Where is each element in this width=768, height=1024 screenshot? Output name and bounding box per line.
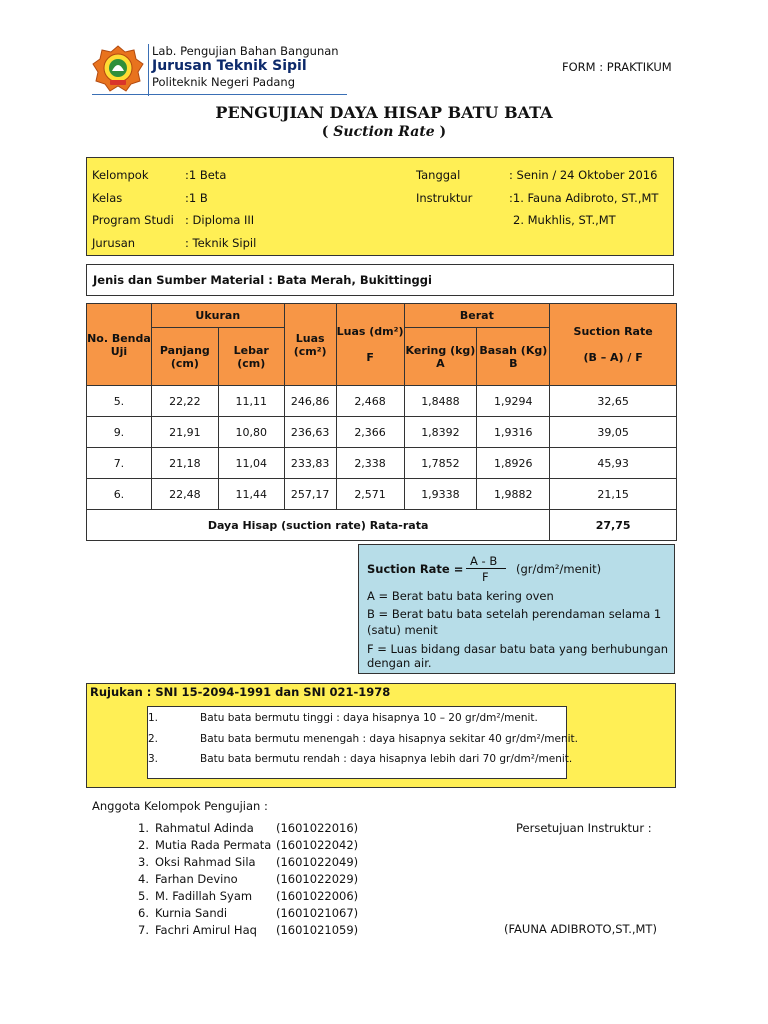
table-cell: 21,15 xyxy=(550,479,677,510)
table-cell: 22,22 xyxy=(151,386,218,417)
member-name: Farhan Devino xyxy=(155,872,238,886)
member-number: 5. xyxy=(138,889,149,903)
reference-title: Rujukan : SNI 15-2094-1991 dan SNI 021-1978 xyxy=(90,685,391,699)
approval-label: Persetujuan Instruktur : xyxy=(516,821,652,835)
jurusan-value: : Teknik Sipil xyxy=(185,236,257,250)
table-cell: 236,63 xyxy=(284,417,336,448)
average-value: 27,75 xyxy=(550,510,677,541)
table-cell: 1,9338 xyxy=(404,479,477,510)
kelas-value: :1 B xyxy=(185,191,208,205)
table-cell: 246,86 xyxy=(284,386,336,417)
info-panel xyxy=(86,157,674,256)
header-suction-rate: Suction Rate (B – A) / F xyxy=(550,304,677,386)
table-cell: 10,80 xyxy=(218,417,284,448)
prodi-label: Program Studi xyxy=(92,213,174,227)
member-number: 6. xyxy=(138,906,149,920)
form-type: FORM : PRAKTIKUM xyxy=(562,60,672,74)
header-luas-cm: Luas (cm²) xyxy=(284,304,336,386)
definition-b-line2: (satu) menit xyxy=(367,623,438,637)
table-cell: 6. xyxy=(87,479,152,510)
table-row xyxy=(87,479,677,510)
formula-panel xyxy=(358,544,675,674)
table-cell: 9. xyxy=(87,417,152,448)
table-cell: 32,65 xyxy=(550,386,677,417)
tanggal-value: : Senin / 24 Oktober 2016 xyxy=(509,168,658,182)
header-no-benda-uji: No. Benda Uji xyxy=(87,304,152,386)
table-cell: 233,83 xyxy=(284,448,336,479)
table-cell: 2,338 xyxy=(336,448,404,479)
table-cell: 11,44 xyxy=(218,479,284,510)
table-cell: 1,8488 xyxy=(404,386,477,417)
table-cell: 1,8926 xyxy=(477,448,550,479)
table-cell: 2,571 xyxy=(336,479,404,510)
member-number: 7. xyxy=(138,923,149,937)
average-label: Daya Hisap (suction rate) Rata-rata xyxy=(87,510,550,541)
header-luas-dm: Luas (dm²) F xyxy=(336,304,404,386)
suction-rate-table xyxy=(86,303,677,541)
member-nim: (1601022016) xyxy=(276,821,359,835)
formula-label: Suction Rate = xyxy=(367,562,464,576)
institution-name: Politeknik Negeri Padang xyxy=(152,75,296,89)
document-title: PENGUJIAN DAYA HISAP BATU BATA xyxy=(215,103,553,122)
table-cell: 5. xyxy=(87,386,152,417)
jurusan-label: Jurusan xyxy=(92,236,136,250)
table-cell: 7. xyxy=(87,448,152,479)
document-subtitle: ( Suction Rate ) xyxy=(321,124,447,140)
institution-logo xyxy=(92,44,144,92)
instruktur-value-1: :1. Fauna Adibroto, ST.,MT xyxy=(509,191,659,205)
member-name: Kurnia Sandi xyxy=(155,906,228,920)
table-cell: 21,91 xyxy=(151,417,218,448)
definition-f-line1: F = Luas bidang dasar batu bata yang berhubungan xyxy=(367,642,669,656)
table-cell: 11,11 xyxy=(218,386,284,417)
member-name: Oksi Rahmad Sila xyxy=(155,855,256,869)
header-ukuran: Ukuran xyxy=(151,304,284,328)
table-cell: 21,18 xyxy=(151,448,218,479)
member-name: Rahmatul Adinda xyxy=(155,821,254,835)
header-basah: Basah (Kg) B xyxy=(477,328,550,386)
table-cell: 11,04 xyxy=(218,448,284,479)
table-cell: 2,468 xyxy=(336,386,404,417)
header-underline xyxy=(92,94,347,95)
kelas-label: Kelas xyxy=(92,191,123,205)
definition-f-line2: dengan air. xyxy=(367,656,432,670)
member-name: M. Fadillah Syam xyxy=(155,889,253,903)
member-nim: (1601022049) xyxy=(276,855,359,869)
formula-denominator: F xyxy=(482,570,489,584)
members-title: Anggota Kelompok Pengujian : xyxy=(92,799,268,813)
prodi-value: : Diploma III xyxy=(185,213,255,227)
table-cell: 1,9316 xyxy=(477,417,550,448)
material-source: Jenis dan Sumber Material : Bata Merah, Bukittinggi xyxy=(86,264,674,296)
logo-seal-icon xyxy=(92,44,144,92)
header-divider xyxy=(148,44,149,96)
header-panjang: Panjang (cm) xyxy=(151,328,218,386)
table-row xyxy=(87,417,677,448)
instruktur-value-2: 2. Mukhlis, ST.,MT xyxy=(513,213,616,227)
header-kering: Kering (kg) A xyxy=(404,328,477,386)
table-cell: 257,17 xyxy=(284,479,336,510)
instruktur-label: Instruktur xyxy=(416,191,473,205)
member-number: 1. xyxy=(138,821,149,835)
member-nim: (1601021059) xyxy=(276,923,359,937)
formula-unit: (gr/dm²/menit) xyxy=(516,562,602,576)
member-nim: (1601022042) xyxy=(276,838,359,852)
definition-a: A = Berat batu bata kering oven xyxy=(367,589,554,603)
table-cell: 1,9294 xyxy=(477,386,550,417)
lab-name: Lab. Pengujian Bahan Bangunan xyxy=(152,44,339,58)
member-number: 3. xyxy=(138,855,149,869)
table-cell: 1,8392 xyxy=(404,417,477,448)
member-nim: (1601021067) xyxy=(276,906,359,920)
table-row xyxy=(87,448,677,479)
member-name: Fachri Amirul Haq xyxy=(155,923,257,937)
header-lebar: Lebar (cm) xyxy=(218,328,284,386)
table-cell: 2,366 xyxy=(336,417,404,448)
table-cell: 1,7852 xyxy=(404,448,477,479)
table-cell: 39,05 xyxy=(550,417,677,448)
member-number: 4. xyxy=(138,872,149,886)
table-cell: 45,93 xyxy=(550,448,677,479)
kelompok-label: Kelompok xyxy=(92,168,149,182)
header-berat: Berat xyxy=(404,304,550,328)
instructor-signature-name: (FAUNA ADIBROTO,ST.,MT) xyxy=(504,922,657,936)
member-nim: (1601022029) xyxy=(276,872,359,886)
kelompok-value: :1 Beta xyxy=(185,168,227,182)
member-name: Mutia Rada Permata xyxy=(155,838,272,852)
department-name: Jurusan Teknik Sipil xyxy=(152,58,307,74)
table-cell: 22,48 xyxy=(151,479,218,510)
tanggal-label: Tanggal xyxy=(416,168,461,182)
definition-b-line1: B = Berat batu bata setelah perendaman selama 1 xyxy=(367,607,662,621)
fraction-bar xyxy=(466,568,506,569)
table-row xyxy=(87,386,677,417)
member-number: 2. xyxy=(138,838,149,852)
reference-list: 1. Batu bata bermutu tinggi : daya hisapnya 10 – 20 gr/dm²/menit. 2. Batu bata bermutu menengah : daya hisapnya sekitar 40 gr/dm²/menit. 3. Batu bata bermutu rendah : daya hisapnya lebih dari 70 gr/dm²/menit. xyxy=(147,706,567,779)
formula-numerator: A - B xyxy=(470,554,498,568)
member-nim: (1601022006) xyxy=(276,889,359,903)
table-cell: 1,9882 xyxy=(477,479,550,510)
